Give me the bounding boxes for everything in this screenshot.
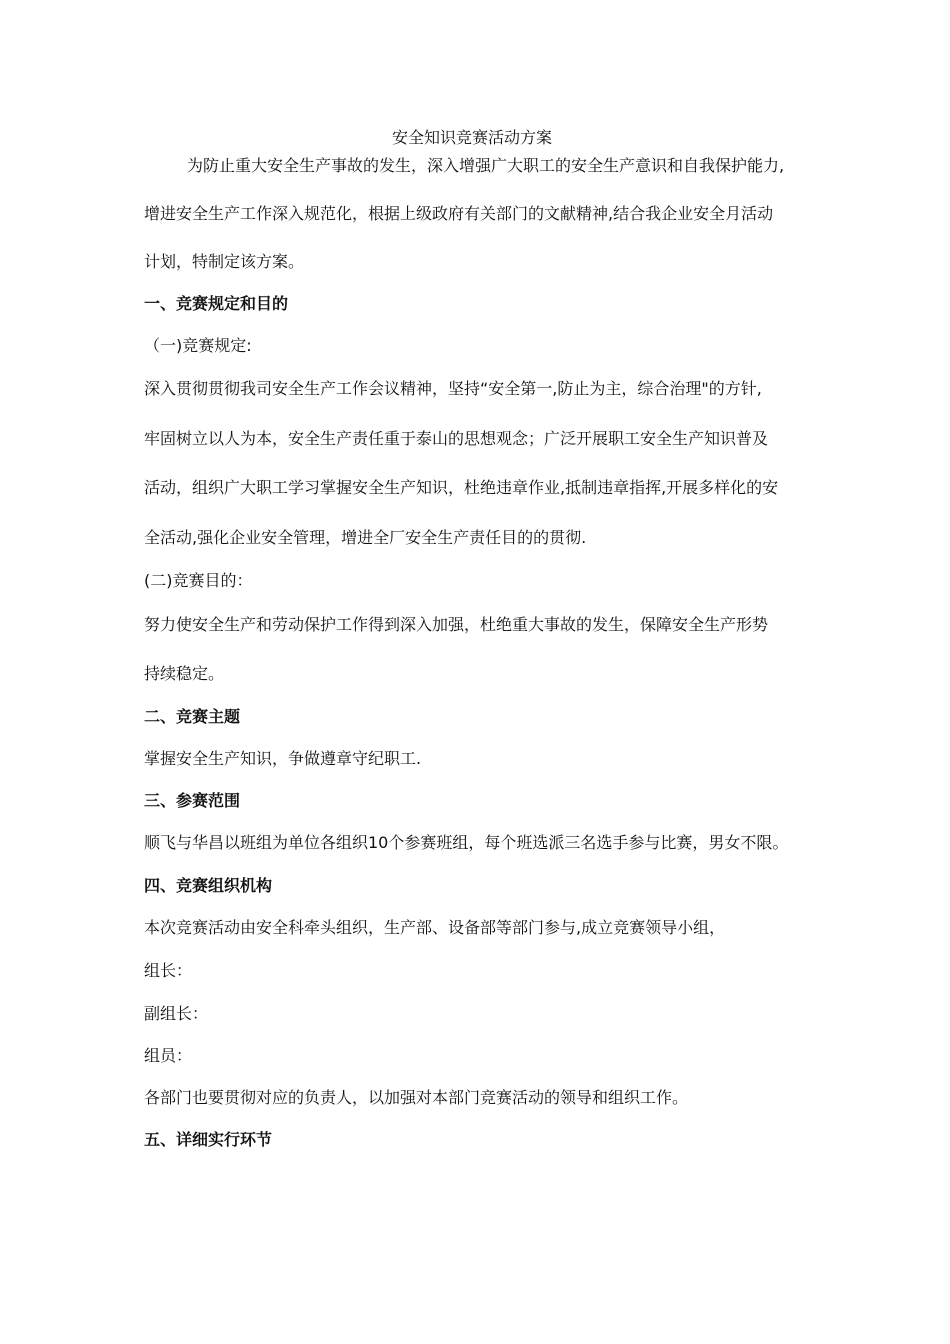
section-1-sub1-line-3: 活动，组织广大职工学习掌握安全生产知识，杜绝违章作业,抵制违章指挥,开展多样化的安: [144, 478, 779, 497]
section-4-closing: 各部门也要贯彻对应的负责人，以加强对本部门竞赛活动的领导和组织工作。: [144, 1088, 689, 1107]
section-4-leader: 组长：: [144, 961, 193, 980]
section-1-sub1-line-4: 全活动,强化企业安全管理，增进全厂安全生产责任目的的贯彻.: [144, 528, 587, 547]
section-1-sub1-line-2: 牢固树立以人为本，安全生产责任重于泰山的思想观念；广泛开展职工安全生产知识普及: [144, 429, 769, 448]
section-2-text: 掌握安全生产知识，争做遵章守纪职工.: [144, 749, 422, 768]
section-4-heading: 四、竞赛组织机构: [144, 876, 273, 895]
section-5-heading: 五、详细实行环节: [144, 1130, 273, 1149]
intro-line-2: 增进安全生产工作深入规范化，根据上级政府有关部门的文献精神,结合我企业安全月活动: [144, 204, 774, 223]
intro-line-3: 计划，特制定该方案。: [144, 252, 305, 271]
section-1-sub2-line-1: 努力使安全生产和劳动保护工作得到深入加强，杜绝重大事故的发生，保障安全生产形势: [144, 615, 769, 634]
section-1-sub2-heading: (二)竞赛目的：: [144, 571, 253, 590]
section-4-text: 本次竞赛活动由安全科牵头组织，生产部、设备部等部门参与,成立竞赛领导小组，: [144, 918, 726, 937]
section-3-heading: 三、参赛范围: [144, 791, 241, 810]
section-1-sub1-heading: （一)竞赛规定:: [144, 336, 252, 355]
section-1-sub2-line-2: 持续稳定。: [144, 664, 225, 683]
section-2-heading: 二、竞赛主题: [144, 707, 241, 726]
section-4-deputy: 副组长：: [144, 1004, 209, 1023]
section-3-text: 顺飞与华昌以班组为单位各组织10个参赛班组，每个班选派三名选手参与比赛，男女不限。: [144, 833, 789, 852]
section-4-members: 组员：: [144, 1046, 193, 1065]
intro-line-1: 为防止重大安全生产事故的发生，深入增强广大职工的安全生产意识和自我保护能力,: [187, 156, 785, 175]
section-1-sub1-line-1: 深入贯彻贯彻我司安全生产工作会议精神，坚持“安全第一,防止为主，综合治理"的方针,: [144, 379, 762, 398]
document-title: 安全知识竞赛活动方案: [392, 128, 553, 147]
section-1-heading: 一、竞赛规定和目的: [144, 294, 289, 313]
